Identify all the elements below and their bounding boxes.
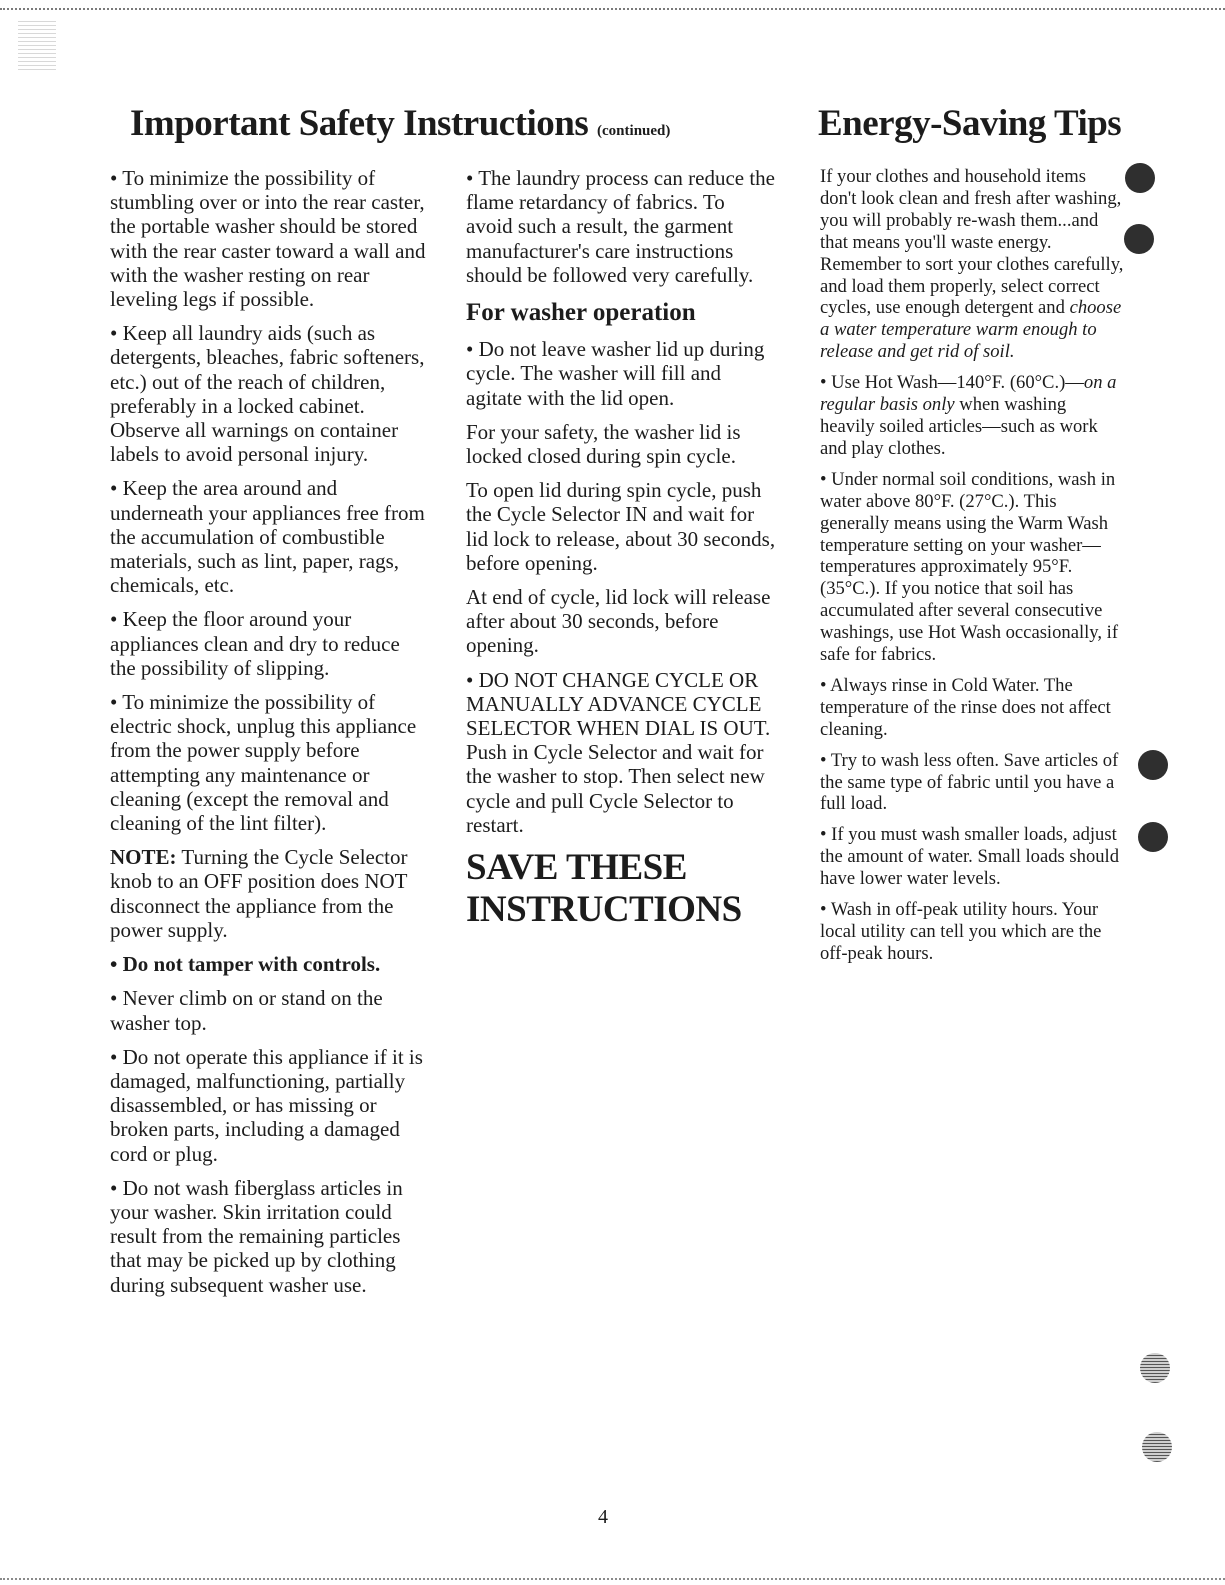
- safety-note: [110, 845, 430, 942]
- scan-corner-mark: [18, 18, 56, 70]
- punch-hole: [1138, 822, 1168, 852]
- top-rule: [0, 8, 1225, 10]
- energy-item-hot-wash: [820, 372, 1125, 460]
- energy-item-normal-soil: • Under normal soil conditions, wash in water above 80°F. (27°C.). This generally means using the Warm Wash temperature setting on your washer—temperatures approximately 95°F. (35°C.). If you notice that soil has accumulated after several consecutive washings, use Hot Wash occasionally, if safe for fabrics.: [820, 468, 1119, 666]
- safety-item-damaged: • Do not operate this appliance if it is damaged, malfunctioning, partially disassembled, or has missing or broken parts, including a damaged cord or plug.: [110, 1044, 423, 1166]
- safety-column-2: [466, 166, 776, 941]
- bottom-rule: [0, 1578, 1225, 1580]
- safety-item-shock: • To minimize the possibility of electric shock, unplug this appliance from the power supply before attempting any maintenance or cleaning (except the removal and cleaning of the lint filter).: [110, 690, 417, 836]
- safety-item-floor: • Keep the floor around your appliances clean and dry to reduce the possibility of slipping.: [110, 607, 400, 680]
- safety-item-fiberglass: • Do not wash fiberglass articles in your washer. Skin irritation could result from the remaining particles that may be picked up by clothing during subsequent washer use.: [110, 1175, 403, 1297]
- energy-intro-italic: choose a water temperature warm enough to release and get rid of soil.: [820, 297, 1122, 363]
- energy-title: Energy-Saving Tips: [818, 103, 1122, 144]
- energy-column: [820, 166, 1125, 974]
- washer-item-lid-locked: For your safety, the washer lid is locked closed during spin cycle.: [466, 419, 741, 469]
- punch-hole: [1125, 163, 1155, 193]
- safety-item-caster: • To minimize the possibility of stumbling over or into the rear caster, the portable washer should be stored with the rear caster toward a wall and with the washer resting on rear leveling legs if possible.: [110, 166, 426, 312]
- save-instructions-heading: SAVE THESE INSTRUCTIONS: [466, 847, 742, 931]
- safety-title: [130, 102, 670, 145]
- punch-hole: [1142, 1432, 1172, 1462]
- washer-item-end-cycle: At end of cycle, lid lock will release after about 30 seconds, before opening.: [466, 585, 771, 658]
- page-number: 4: [598, 1506, 608, 1528]
- safety-item-combustibles: • Keep the area around and underneath your appliances free from the accumulation of combustible materials, such as lint, paper, rags, chemicals, etc.: [110, 476, 425, 598]
- punch-hole: [1140, 1353, 1170, 1383]
- safety-column-1: [110, 166, 430, 1307]
- note-label: NOTE:: [110, 845, 177, 870]
- washer-item-lid-up: • Do not leave washer lid up during cycle. The washer will fill and agitate with the lid open.: [466, 337, 765, 410]
- punch-hole: [1138, 750, 1168, 780]
- safety-title-text: Important Safety Instructions: [130, 103, 589, 144]
- washer-item-do-not-change: • DO NOT CHANGE CYCLE OR MANUALLY ADVANCE CYCLE SELECTOR WHEN DIAL IS OUT. Push in Cycle Selector and wait for the washer to stop. Then select new cycle and pull Cycle Selector to restart.: [466, 667, 771, 837]
- energy-intro-text: If your clothes and household items don't look clean and fresh after washing, you will probably re-wash them...and that means you'll waste energy. Remember to sort your clothes carefully, and load them properly, select correct cycles, use enough detergent and: [820, 166, 1124, 319]
- washer-item-open-lid: To open lid during spin cycle, push the Cycle Selector IN and wait for lid lock to release, about 30 seconds, before opening.: [466, 478, 776, 575]
- punch-hole: [1124, 224, 1154, 254]
- safety-item-climb: • Never climb on or stand on the washer top.: [110, 986, 383, 1035]
- energy-item-off-peak: • Wash in off-peak utility hours. Your local utility can tell you which are the off-peak hours.: [820, 899, 1102, 964]
- safety-item-controls: • Do not tamper with controls.: [110, 952, 381, 977]
- energy-intro: [820, 166, 1125, 363]
- washer-operation-heading: For washer operation: [466, 299, 696, 327]
- energy-item-wash-less: • Try to wash less often. Save articles of the same type of fabric until you have a full load.: [820, 749, 1119, 815]
- energy-item-smaller-loads: • If you must wash smaller loads, adjust the amount of water. Small loads should have lower water levels.: [820, 824, 1120, 890]
- hot-wash-text: • Use Hot Wash—140°F. (60°C.)—: [820, 372, 1084, 394]
- safety-item-flame: • The laundry process can reduce the flame retardancy of fabrics. To avoid such a result, the garment manufacturer's care instructions should be followed very carefully.: [466, 166, 776, 287]
- safety-title-suffix: (continued): [597, 123, 671, 139]
- energy-item-cold-rinse: • Always rinse in Cold Water. The temperature of the rinse does not affect cleaning.: [820, 674, 1111, 740]
- note-text: Turning the Cycle Selector knob to an OFF position does NOT disconnect the appliance from the power supply.: [110, 845, 408, 942]
- hot-wash-rest: when washing heavily soiled articles—such as work and play clothes.: [820, 394, 1098, 459]
- safety-item-laundry-aids: • Keep all laundry aids (such as detergents, bleaches, fabric softeners, etc.) out of the reach of children, preferably in a locked cabinet. Observe all warnings on container labels to avoid personal injury.: [110, 321, 425, 467]
- hot-wash-italic: on a regular basis only: [820, 372, 1117, 416]
